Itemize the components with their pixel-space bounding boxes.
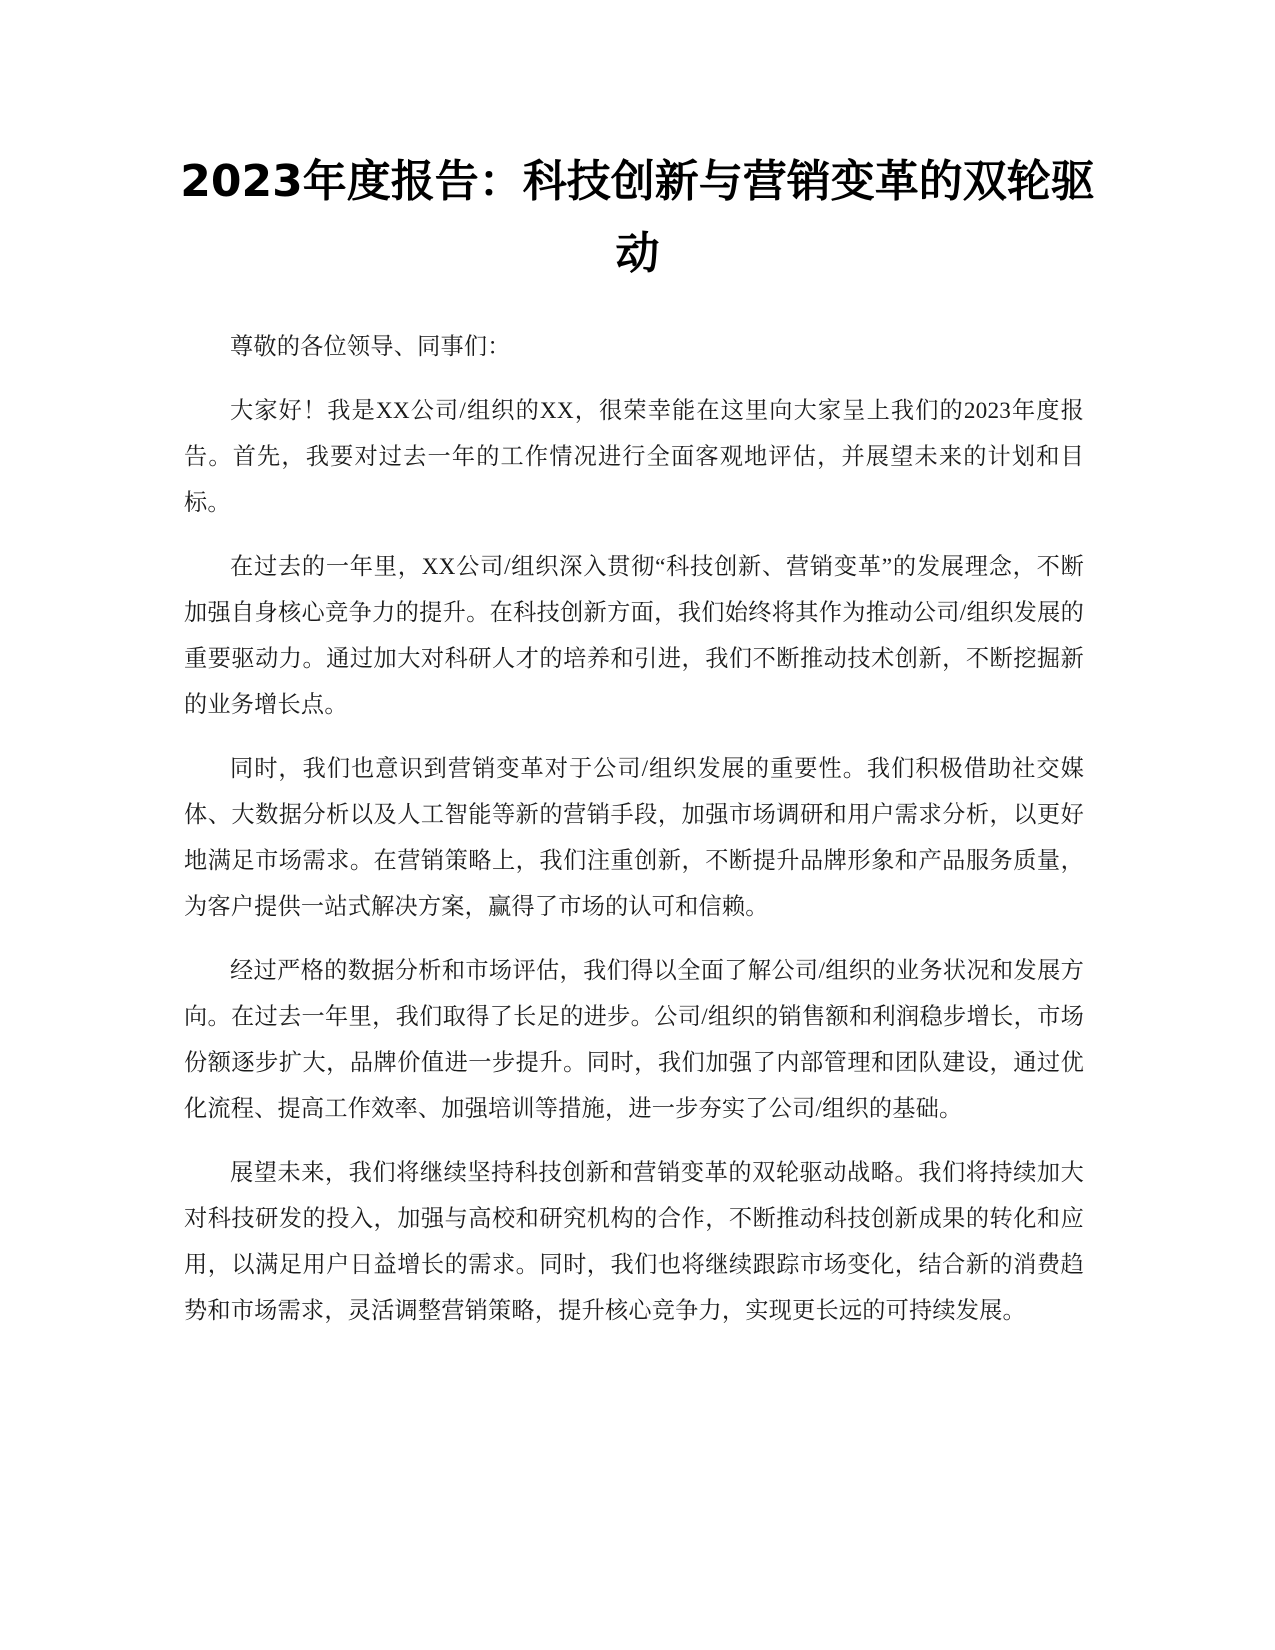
document-title: 2023年度报告：科技创新与营销变革的双轮驱动 [180,156,1095,279]
body-paragraph: 同时，我们也意识到营销变革对于公司/组织发展的重要性。我们积极借助社交媒体、大数据分析以及人工智能等新的营销手段，加强市场调研和用户需求分析，以更好地满足市场需求。在营销策略上，我们注重创新，不断提升品牌形象和产品服务质量，为客户提供一站式解决方案，赢得了市场的认可和信赖。 [184,756,1084,920]
body-paragraph: 经过严格的数据分析和市场评估，我们得以全面了解公司/组织的业务状况和发展方向。在过去一年里，我们取得了长足的进步。公司/组织的销售额和利润稳步增长，市场份额逐步扩大，品牌价值进一步提升。同时，我们加强了内部管理和团队建设，通过优化流程、提高工作效率、加强培训等措施，进一步夯实了公司/组织的基础。 [184,958,1084,1122]
body-paragraph: 展望未来，我们将继续坚持科技创新和营销变革的双轮驱动战略。我们将持续加大对科技研发的投入，加强与高校和研究机构的合作，不断推动科技创新成果的转化和应用，以满足用户日益增长的需求。同时，我们也将继续跟踪市场变化，结合新的消费趋势和市场需求，灵活调整营销策略，提升核心竞争力，实现更长远的可持续发展。 [184,1160,1084,1324]
body-paragraph: 在过去的一年里，XX公司/组织深入贯彻“科技创新、营销变革”的发展理念，不断加强自身核心竞争力的提升。在科技创新方面，我们始终将其作为推动公司/组织发展的重要驱动力。通过加大对科研人才的培养和引进，我们不断推动技术创新，不断挖掘新的业务增长点。 [184,554,1084,718]
body-paragraph: 大家好！我是XX公司/组织的XX，很荣幸能在这里向大家呈上我们的2023年度报告。首先，我要对过去一年的工作情况进行全面客观地评估，并展望未来的计划和目标。 [184,398,1084,516]
document-body [184,324,1084,1352]
salutation-paragraph: 尊敬的各位领导、同事们： [230,334,511,360]
